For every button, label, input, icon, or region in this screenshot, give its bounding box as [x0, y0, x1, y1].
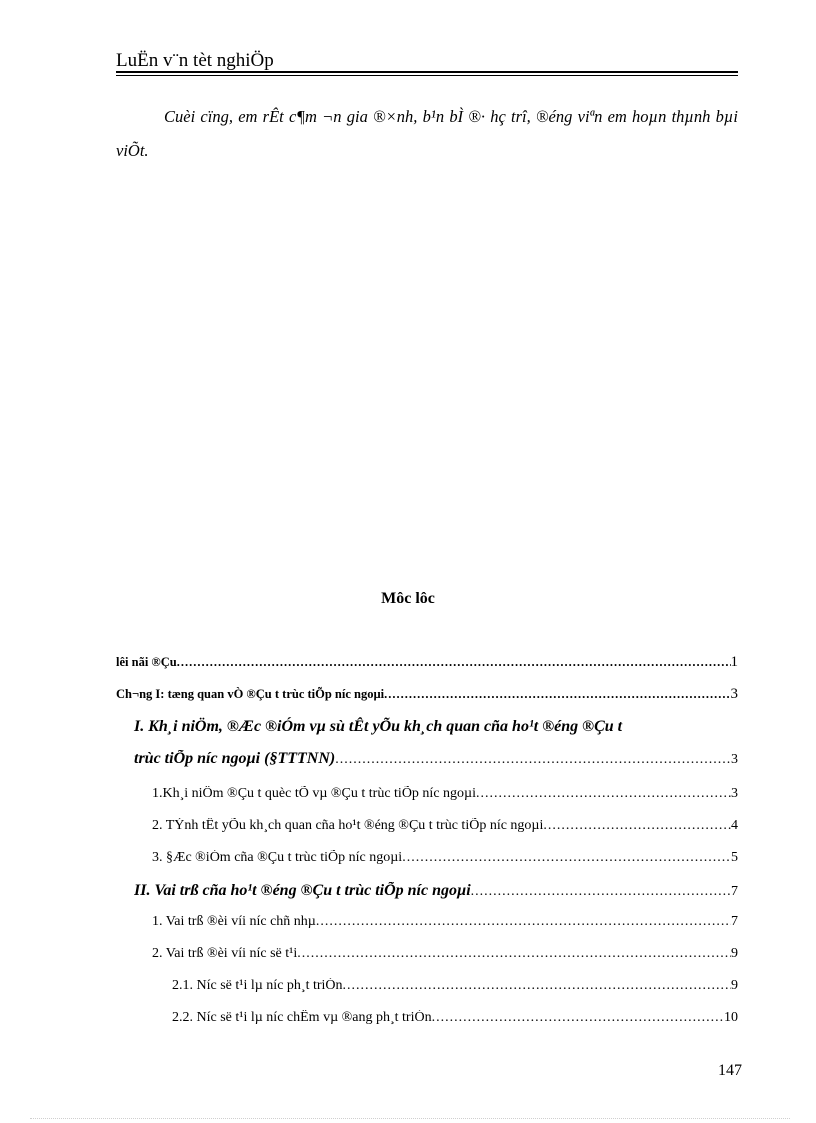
toc-entry-chapter-1[interactable]: [116, 686, 738, 703]
header-title: LuËn v¨n tèt nghiÖp: [116, 50, 274, 71]
toc-entry-text: Ch¬ng I: tæng quan vÒ ®Çu t trùc tiÕp níc ngoµi: [116, 687, 385, 701]
toc-leader: [297, 946, 731, 962]
toc-entry-text: 2. TÝnh tÊt yÕu kh¸ch quan cña ho¹t ®éng ®Çu t trùc tiÕp níc ngoµi: [152, 818, 544, 833]
toc-entry-text: 2.2. Níc së t¹i lµ níc chËm vµ ®ang ph¸t triÓn: [172, 1010, 432, 1025]
toc-entry-section-2[interactable]: [134, 882, 738, 900]
toc-entry-3[interactable]: [152, 850, 738, 866]
toc-entry-page: 9: [731, 978, 738, 993]
toc-entry-section-1[interactable]: [134, 750, 738, 768]
toc-entry-2-2-2[interactable]: [172, 1010, 738, 1026]
toc-entry-text: 2. Vai trß ®èi víi níc së t¹i: [152, 946, 298, 961]
toc-leader: [335, 752, 731, 768]
toc-leader: [316, 914, 731, 930]
toc-leader: [432, 1010, 724, 1026]
running-header: [116, 50, 738, 78]
toc-leader: [543, 818, 731, 834]
toc-entry-page: 5: [731, 850, 738, 865]
toc-entry-page: 9: [731, 946, 738, 961]
toc-entry-text: 1.Kh¸i niÖm ®Çu t quèc tÕ vµ ®Çu t trùc tiÕp níc ngoµi: [152, 786, 476, 801]
toc-entry-text: lêi nãi ®Çu: [116, 655, 177, 669]
toc-entry-text: trùc tiÕp níc ngoµi (§TTTNN): [134, 750, 336, 767]
toc-entry-2-1[interactable]: [152, 914, 738, 930]
toc-entry-2-2[interactable]: [152, 946, 738, 962]
toc-entry-text: 3. §Æc ®iÓm cña ®Çu t trùc tiÕp níc ngoµi: [152, 850, 403, 865]
header-rule-thick: [116, 71, 738, 73]
toc-leader: [476, 786, 731, 802]
toc-leader: [343, 978, 731, 994]
toc-entry-preface[interactable]: [116, 654, 738, 671]
intro-paragraph-text: Cuèi cïng, em rÊt c¶m ¬n gia ®×nh, b¹n bÌ ®· hç trî, ®éng viªn em hoµn thµnh bµi viÕt.: [116, 107, 738, 160]
toc-entry-page: 1: [730, 654, 738, 670]
toc-entry-text: 2.1. Níc së t¹i lµ níc ph¸t triÓn: [172, 978, 343, 993]
toc-entry-page: 3: [731, 786, 738, 801]
toc-entry-page: 10: [724, 1010, 738, 1025]
page-bottom-divider: [30, 1118, 790, 1119]
toc-entry-page: 4: [731, 818, 738, 833]
intro-paragraph: [116, 100, 738, 168]
toc-entry-page: 3: [730, 686, 738, 702]
toc-leader: [384, 687, 730, 702]
toc-entry-1[interactable]: [152, 786, 738, 802]
toc-entry-2-2-1[interactable]: [172, 978, 738, 994]
toc-title: Môc lôc: [381, 590, 435, 607]
page-number: 147: [718, 1062, 742, 1079]
toc-entry-page: 3: [731, 752, 738, 767]
toc-entry-text: II. Vai trß cña ho¹t ®éng ®Çu t trùc tiÕp níc ngoµi: [134, 882, 471, 899]
toc-entry-page: 7: [731, 914, 738, 929]
toc-entry-2[interactable]: [152, 818, 738, 834]
header-rule-thin: [116, 75, 738, 76]
toc-leader: [402, 850, 731, 866]
toc-entry-text: 1. Vai trß ®èi víi níc chñ nhµ: [152, 914, 316, 929]
toc-leader: [177, 655, 731, 670]
toc-entry-section-1-line-1[interactable]: I. Kh¸i niÖm, ®Æc ®iÓm vµ sù tÊt yÕu kh¸ch quan cña ho¹t ®éng ®Çu t: [134, 718, 623, 735]
toc-leader: [471, 884, 731, 900]
toc-entry-page: 7: [731, 884, 738, 899]
